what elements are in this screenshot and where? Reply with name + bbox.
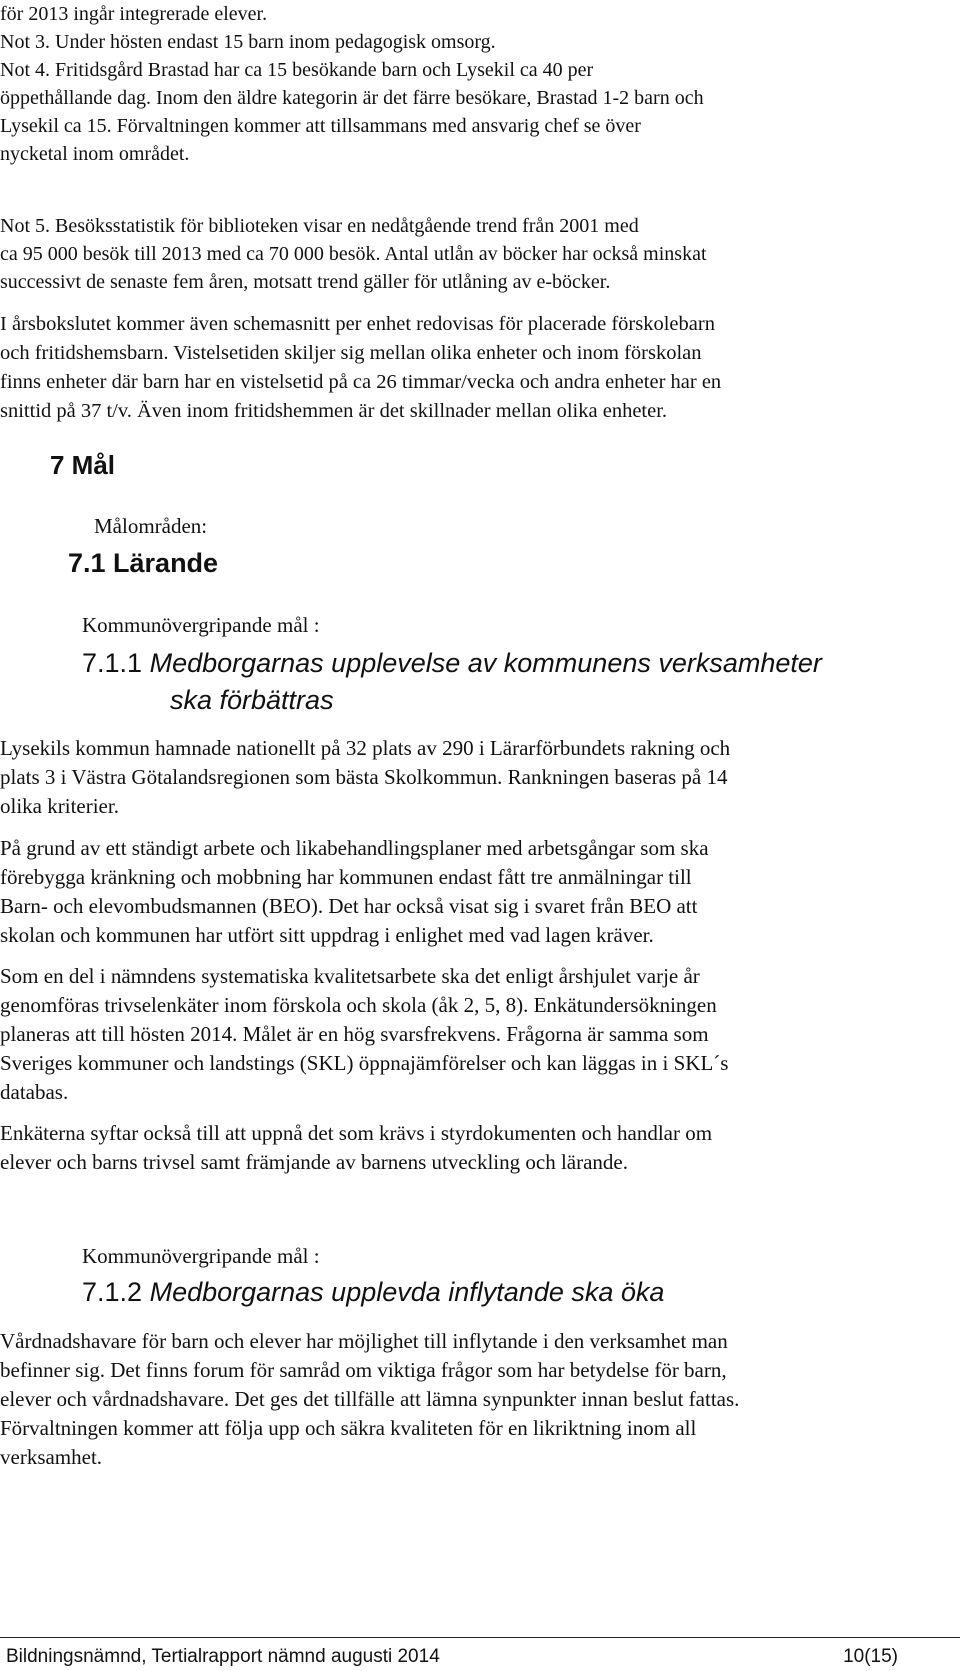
text-line: finns enheter där barn har en vistelsetid på ca 26 timmar/vecka och andra enheter har en xyxy=(0,371,722,393)
text-line: plats 3 i Västra Götalandsregionen som bästa Skolkommun. Rankningen baseras på 14 xyxy=(0,765,728,789)
goal-711-label: Kommunövergripande mål : xyxy=(82,613,320,637)
text-line: Enkäterna syftar också till att uppnå det som krävs i styrdokumenten och handlar om xyxy=(0,1121,713,1145)
text-line: Not 5. Besöksstatistik för biblioteken visar en nedåtgående trend från 2001 med xyxy=(0,215,639,237)
goal-712-heading xyxy=(82,1274,664,1310)
paragraph-kvalitetsarbete xyxy=(0,962,950,1107)
paragraph-enkater xyxy=(0,1119,950,1177)
text-line: Barn- och elevombudsmannen (BEO). Det har också visat sig i svaret från BEO att xyxy=(0,894,698,918)
text-line: och fritidshemsbarn. Vistelsetiden skiljer sig mellan olika enheter och inom förskolan xyxy=(0,342,702,364)
goal-711-title: Medborgarnas upplevelse av kommunens verksamheter xyxy=(149,648,822,678)
text-line: successivt de senaste fem åren, motsatt trend gäller för utlåning av e-böcker. xyxy=(0,271,611,293)
note-5 xyxy=(0,212,950,296)
goal-711-heading xyxy=(82,645,822,681)
goal-712-label: Kommunövergripande mål : xyxy=(82,1244,320,1268)
section-heading-7: 7 Mål xyxy=(50,450,116,480)
text-line: för 2013 ingår integrerade elever. xyxy=(0,3,268,25)
text-line: nycketal inom området. xyxy=(0,143,190,165)
text-line: På grund av ett ständigt arbete och likabehandlingsplaner med arbetsgångar som ska xyxy=(0,836,709,860)
goal-712-number: 7.1.2 xyxy=(82,1277,143,1307)
text-line: öppethållande dag. Inom den äldre kategorin är det färre besökare, Brastad 1-2 barn och xyxy=(0,87,704,109)
text-line: elever och barns trivsel samt främjande av barnens utveckling och lärande. xyxy=(0,1150,629,1174)
text-line: snittid på 37 t/v. Även inom fritidshemmen är det skillnader mellan olika enheter. xyxy=(0,400,668,422)
goal-711-heading-cont xyxy=(170,682,334,718)
text-line: Lysekils kommun hamnade nationellt på 32 plats av 290 i Lärarförbundets rakning och xyxy=(0,736,731,760)
paragraph-lysekil-ranking xyxy=(0,734,950,821)
section-heading-7-1: 7.1 Lärande xyxy=(68,548,219,578)
text-line: ca 95 000 besök till 2013 med ca 70 000 besök. Antal utlån av böcker har också minskat xyxy=(0,243,707,265)
text-line: Lysekil ca 15. Förvaltningen kommer att tillsammans med ansvarig chef se över xyxy=(0,115,641,137)
text-line: Not 4. Fritidsgård Brastad har ca 15 besökande barn och Lysekil ca 40 per xyxy=(0,59,594,81)
footer-divider xyxy=(0,1637,960,1638)
text-line: olika kriterier. xyxy=(0,794,119,818)
text-line: elever och vårdnadshavare. Det ges det tillfälle att lämna synpunkter innan beslut fattas. xyxy=(0,1387,740,1411)
paragraph-likabehandling xyxy=(0,834,950,950)
notes-block xyxy=(0,0,950,168)
text-line: skolan och kommunen har utfört sitt uppdrag i enlighet med vad lagen kräver. xyxy=(0,923,654,947)
text-line: verksamhet. xyxy=(0,1445,103,1469)
goal-712-title: Medborgarnas upplevda inflytande ska öka xyxy=(149,1277,665,1307)
text-line: planeras att till hösten 2014. Målet är en hög svarsfrekvens. Frågorna är samma som xyxy=(0,1022,709,1046)
text-line: förebygga kränkning och mobbning har kommunen endast fått tre anmälningar till xyxy=(0,865,692,889)
text-line: I årsbokslutet kommer även schemasnitt per enhet redovisas för placerade förskolebarn xyxy=(0,313,715,335)
text-line: Not 3. Under hösten endast 15 barn inom pedagogisk omsorg. xyxy=(0,31,496,53)
footer-title: Bildningsnämnd, Tertialrapport nämnd augusti 2014 xyxy=(6,1646,440,1667)
text-line: Vårdnadshavare för barn och elever har möjlighet till inflytande i den verksamhet man xyxy=(0,1329,728,1353)
goal-711-number: 7.1.1 xyxy=(82,648,143,678)
text-line: genomföras trivselenkäter inom förskola och skola (åk 2, 5, 8). Enkätundersökningen xyxy=(0,993,717,1017)
text-line: befinner sig. Det finns forum för samråd om viktiga frågor som har betydelse för barn, xyxy=(0,1358,727,1382)
goal-711-title-cont: ska förbättras xyxy=(170,685,334,715)
malomraden-label: Målområden: xyxy=(94,514,208,538)
text-line: Som en del i nämndens systematiska kvalitetsarbete ska det enligt årshjulet varje år xyxy=(0,964,700,988)
paragraph-vardnadshavare xyxy=(0,1327,950,1472)
page-number: 10(15) xyxy=(843,1646,898,1667)
paragraph-arsbokslut xyxy=(0,310,950,426)
text-line: databas. xyxy=(0,1080,69,1104)
text-line: Sveriges kommuner och landstings (SKL) öppnajämförelser och kan läggas in i SKL´s xyxy=(0,1051,729,1075)
text-line: Förvaltningen kommer att följa upp och säkra kvaliteten för en likriktning inom all xyxy=(0,1416,697,1440)
